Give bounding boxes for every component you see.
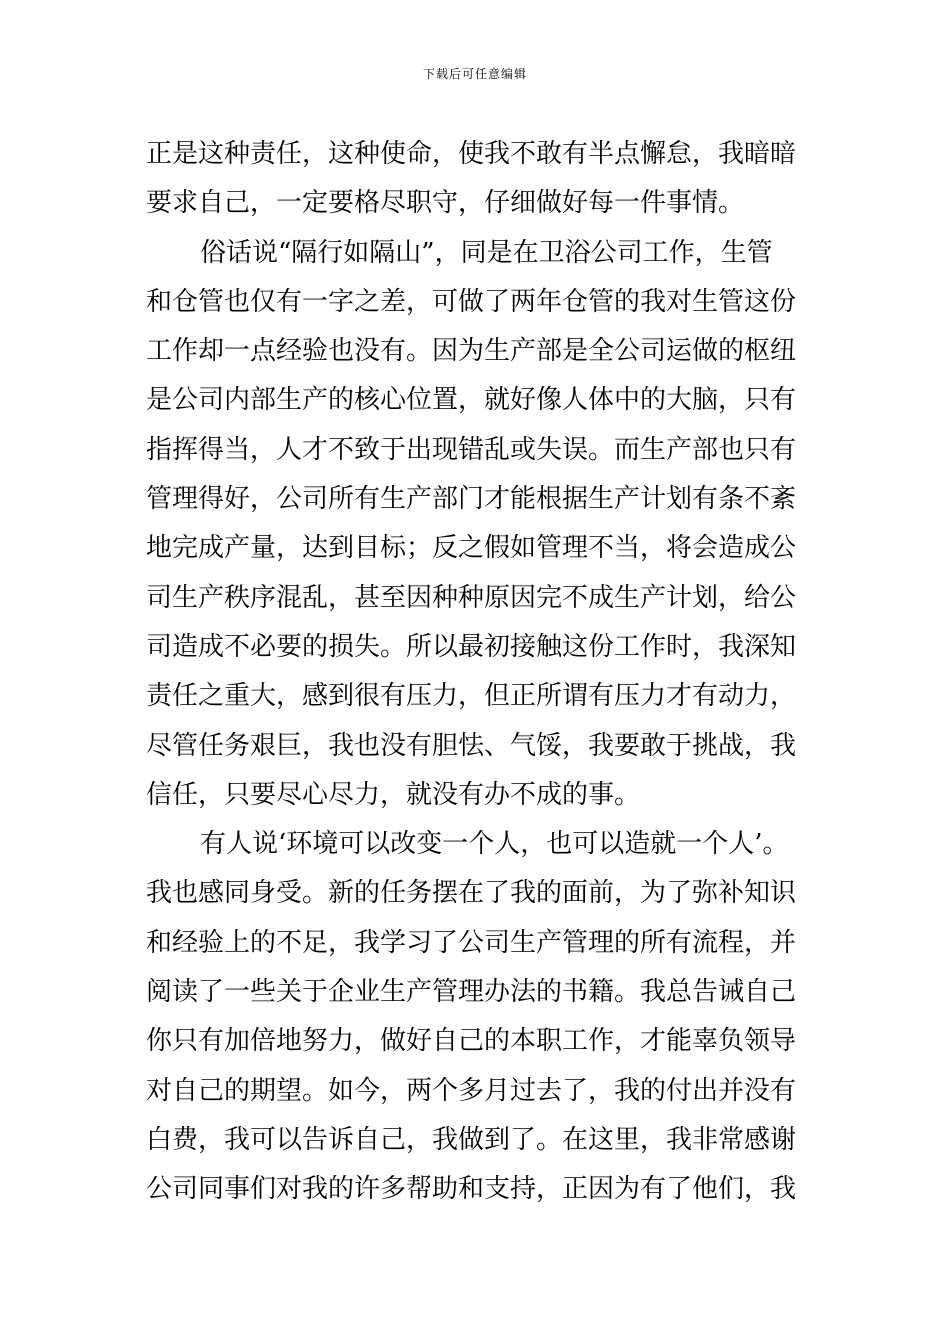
document-body (146, 130, 812, 1215)
text-line: 工作却一点经验也没有。因为生产部是全公司运做的枢纽 (146, 336, 797, 367)
text-line: 是公司内部生产的核心位置，就好像人体中的大脑，只有 (146, 385, 797, 416)
text-line: 信任，只要尽心尽力，就没有办不成的事。 (146, 779, 641, 810)
text-line: 有人说‘环境可以改变一个人，也可以造就一个人’。 (200, 829, 789, 860)
text-line: 白费，我可以告诉自己，我做到了。在这里，我非常感谢 (146, 1124, 797, 1155)
text-line: 我也感同身受。新的任务摆在了我的面前，为了弥补知识 (146, 878, 797, 909)
text-line: 和经验上的不足，我学习了公司生产管理的所有流程，并 (146, 927, 797, 958)
text-line: 管理得好，公司所有生产部门才能根据生产计划有条不紊 (146, 484, 797, 515)
text-line: 责任之重大，感到很有压力，但正所谓有压力才有动力， (146, 681, 797, 712)
text-line: 司造成不必要的损失。所以最初接触这份工作时，我深知 (146, 631, 797, 662)
text-line: 地完成产量，达到目标；反之假如管理不当，将会造成公 (146, 533, 797, 564)
text-line: 对自己的期望。如今，两个多月过去了，我的付出并没有 (146, 1075, 797, 1106)
text-line: 你只有加倍地努力，做好自己的本职工作，才能辜负领导 (146, 1026, 797, 1057)
text-line: 要求自己，一定要格尽职守，仔细做好每一件事情。 (146, 188, 745, 219)
text-line: 阅读了一些关于企业生产管理办法的书籍。我总告诫自己 (146, 977, 797, 1008)
text-line: 指挥得当，人才不致于出现错乱或失误。而生产部也只有 (146, 434, 797, 465)
text-line: 正是这种责任，这种使命，使我不敢有半点懈怠，我暗暗 (146, 139, 797, 169)
text-line: 尽管任务艰巨，我也没有胆怯、气馁，我要敢于挑战，我 (146, 730, 797, 761)
text-line: 司生产秩序混乱，甚至因种种原因完不成生产计划，给公 (146, 582, 797, 613)
text-line: 公司同事们对我的许多帮助和支持，正因为有了他们，我 (146, 1174, 797, 1205)
text-line: 俗话说“隔行如隔山”，同是在卫浴公司工作，生管 (200, 237, 773, 268)
text-line: 和仓管也仅有一字之差，可做了两年仓管的我对生管这份 (146, 286, 797, 317)
header-note: 下载后可任意编辑 (422, 67, 527, 81)
